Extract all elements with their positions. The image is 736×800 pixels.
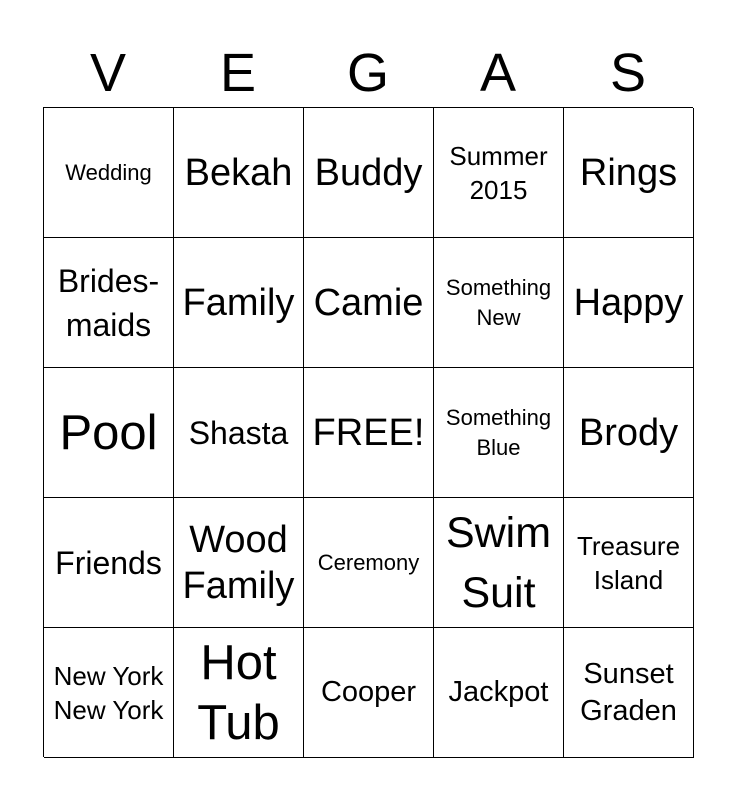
header-letter-s: S xyxy=(609,43,647,103)
bingo-cell[interactable]: Wedding xyxy=(44,108,174,238)
bingo-cell[interactable]: New York New York xyxy=(44,628,174,758)
bingo-cell[interactable]: Friends xyxy=(44,498,174,628)
bingo-cell[interactable]: Hot Tub xyxy=(174,628,304,758)
bingo-cell[interactable]: Camie xyxy=(304,238,434,368)
bingo-cell[interactable]: Buddy xyxy=(304,108,434,238)
bingo-header xyxy=(43,40,693,106)
bingo-cell[interactable]: Brody xyxy=(564,368,694,498)
bingo-cell free-space[interactable]: FREE! xyxy=(304,368,434,498)
bingo-cell[interactable]: Wood Family xyxy=(174,498,304,628)
header-letter-v: V xyxy=(89,43,127,103)
bingo-cell[interactable]: Swim Suit xyxy=(434,498,564,628)
bingo-cell[interactable]: Something Blue xyxy=(434,368,564,498)
bingo-cell[interactable]: Pool xyxy=(44,368,174,498)
bingo-cell[interactable]: Something New xyxy=(434,238,564,368)
bingo-cell[interactable]: Summer 2015 xyxy=(434,108,564,238)
bingo-cell[interactable]: Sunset Graden xyxy=(564,628,694,758)
bingo-board xyxy=(43,107,693,757)
bingo-cell[interactable]: Brides- maids xyxy=(44,238,174,368)
bingo-cell[interactable]: Treasure Island xyxy=(564,498,694,628)
bingo-cell[interactable]: Bekah xyxy=(174,108,304,238)
header-letter-e: E xyxy=(219,43,257,103)
bingo-cell[interactable]: Happy xyxy=(564,238,694,368)
bingo-cell[interactable]: Rings xyxy=(564,108,694,238)
bingo-cell[interactable]: Shasta xyxy=(174,368,304,498)
bingo-cell[interactable]: Jackpot xyxy=(434,628,564,758)
header-letter-g: G xyxy=(346,43,389,103)
bingo-cell[interactable]: Family xyxy=(174,238,304,368)
bingo-cell[interactable]: Cooper xyxy=(304,628,434,758)
bingo-cell[interactable]: Ceremony xyxy=(304,498,434,628)
header-letter-a: A xyxy=(479,43,517,103)
